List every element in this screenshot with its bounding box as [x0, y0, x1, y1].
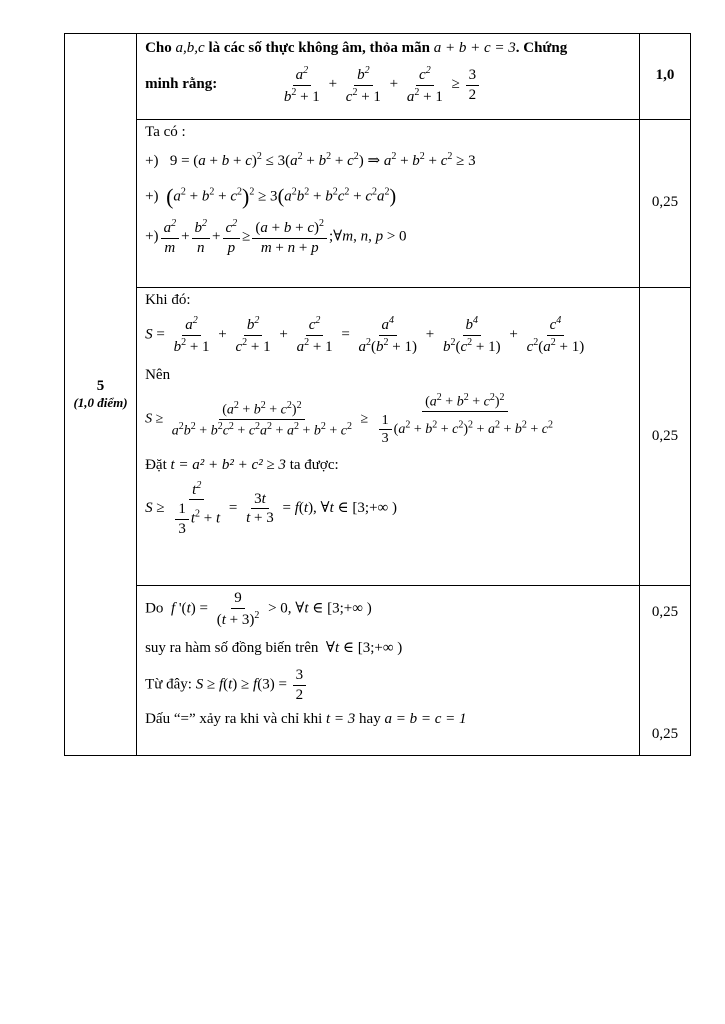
score-cell: [640, 288, 691, 586]
lemmas-cell: [137, 120, 640, 288]
nen-label: Nên: [145, 367, 171, 383]
intro-text: Cho: [145, 40, 172, 56]
s-bound: S ≥ $\frac{(a^2 + b^2 + c^2)^2}{a^2b^2 + b^2c^2 + c^2a^2 + a^2 + b^2 + c^2}$ ≥ $(a^2 + b^2 + c^2)^2$ $\frac{1}{3}$ $(a^2 + b^2 + c^2)^2 + a^2 + b^2 + c^2$: [145, 392, 553, 447]
conclusion-cell: [137, 586, 640, 756]
end-text: . Chứng: [515, 40, 568, 56]
score: 0,25: [651, 726, 679, 742]
ta-co-label: Ta có :: [145, 124, 186, 140]
question-cell: [65, 34, 137, 756]
substitution-line: Đặt t = a² + b² + c² ≥ 3 ta được:: [145, 456, 339, 473]
s-expression: S = $\frac{a^2}{b^2 + 1}$ + $\frac{b^2}{c^2 + 1}$ + $\frac{c^2}{a^2 + 1}$ = $\frac{a^4}{a^2(b^2 + 1)}$ + $\frac{b^4}{b^2(c^2 + 1)}$ + $\frac{c^4}{c^2(a^2 + 1)}$: [145, 315, 585, 355]
s-of-t: S ≥ $t^2$ $\frac{1}{3}$ $t^2 + t$ = $\frac{3t}{t + 3}$ = f(t), ∀t ∈ [3;+∞ ): [145, 479, 397, 537]
score: 0,25: [651, 604, 679, 620]
derivative-line: Do f '(t) = $\frac{9}{(t + 3)^2}$ > 0, ∀t ∈ [3;+∞ ): [145, 590, 372, 628]
question-number: 5: [96, 378, 105, 394]
main-proof-cell: [137, 288, 640, 586]
vars-text: a,b,c: [175, 40, 205, 56]
increasing-line: suy ra hàm số đồng biến trên ∀t ∈ [3;+∞ ): [145, 640, 403, 656]
score: 0,25: [651, 194, 679, 210]
lemma-3: +) $\frac{a^2}{m}$ + $\frac{b^2}{n}$ + $\frac{c^2}{p}$ ≥ $\frac{(a + b + c)^2}{m + n + p}$ ;∀m, n, p > 0: [145, 218, 407, 256]
score-cell: [640, 586, 691, 756]
condition-text: a + b + c = 3: [433, 40, 516, 56]
answer-table: [64, 33, 691, 756]
lemma-2: +) $(a^2 + b^2 + c^2)^2 \ge 3(a^2b^2 + b^2c^2 + c^2a^2)$: [145, 184, 397, 209]
score-cell: [640, 120, 691, 288]
final-bound-line: Từ đây: S ≥ f(t) ≥ f(3) = $\frac{3}{2}$: [145, 667, 631, 703]
khi-do-label: Khi đó:: [145, 292, 191, 308]
score-cell: [640, 34, 691, 120]
score: 0,25: [651, 428, 679, 444]
question-points: (1,0 điểm): [73, 395, 128, 410]
problem-statement: [137, 34, 640, 120]
equality-line: Dấu “=” xảy ra khi và chỉ khi t = 3 hay a = b = c = 1: [145, 711, 467, 727]
prove-text: minh rằng:: [145, 76, 218, 93]
inequality-formula: $\frac{a^2}{b^2 + 1}$ + $\frac{b^2}{c^2 + 1}$ + $\frac{c^2}{a^2 + 1}$ ≥ $\frac{3}{2}$: [279, 76, 481, 92]
score: 1,0: [655, 67, 675, 83]
mid-text: là các số thực không âm, thỏa mãn: [208, 40, 430, 56]
lemma-1: +) $9 = (a + b + c)^2 \le 3(a^2 + b^2 + c^2)$ ⇒ $a^2 + b^2 + c^2 \ge 3$: [145, 151, 476, 169]
